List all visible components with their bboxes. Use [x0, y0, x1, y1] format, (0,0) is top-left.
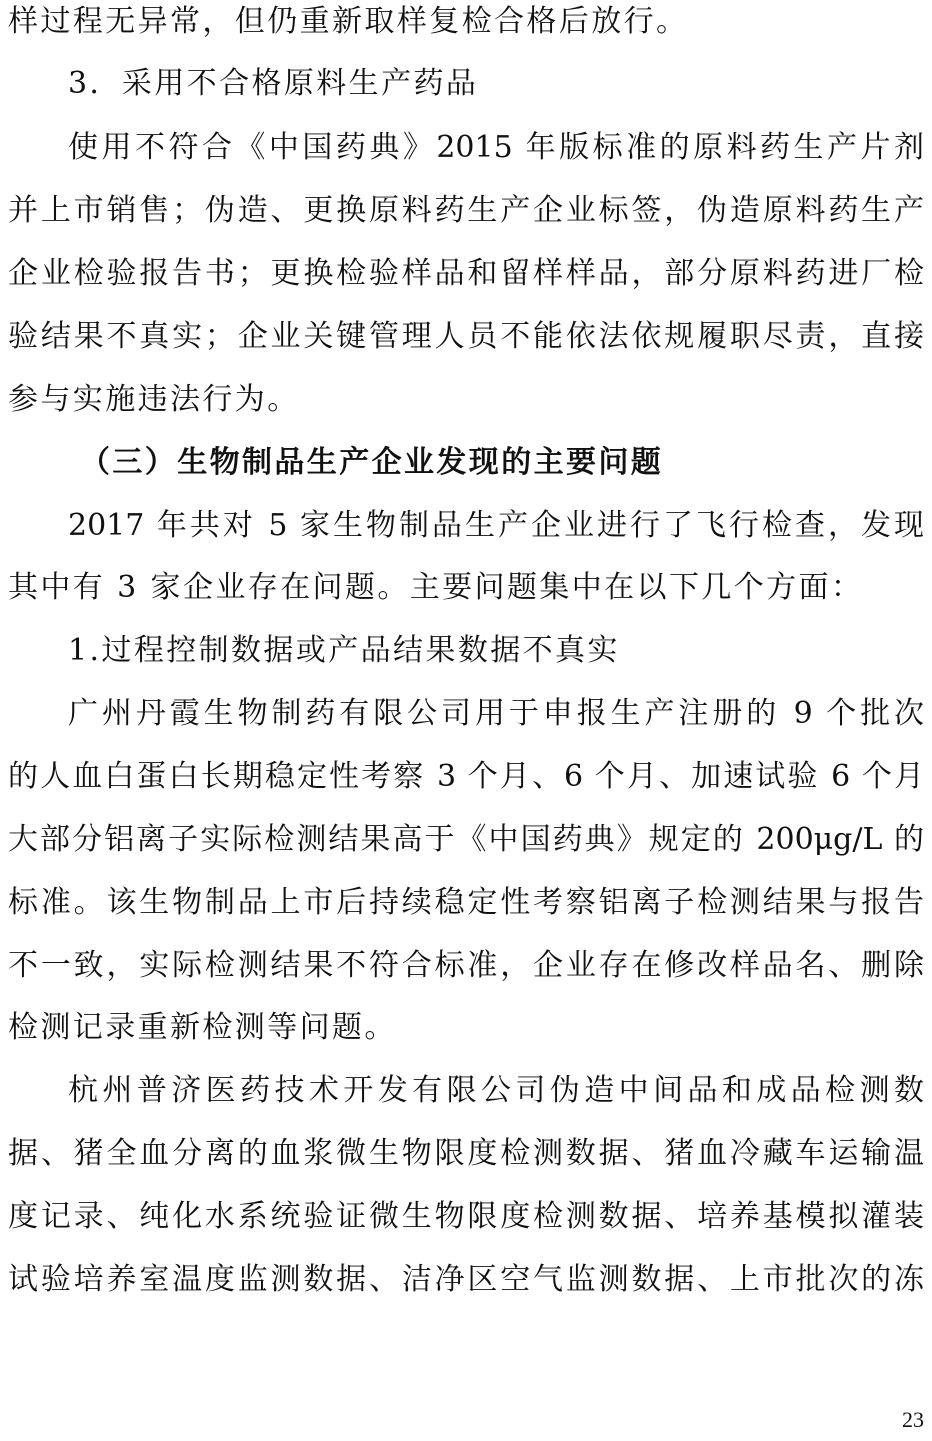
text-line: 杭州普济医药技术开发有限公司伪造中间品和成品检测数 [68, 1073, 924, 1108]
section-heading: （三）生物制品生产企业发现的主要问题 [80, 445, 664, 480]
text-line: 度记录、纯化水系统验证微生物限度检测数据、培养基模拟灌装 [8, 1199, 924, 1234]
text-line: 大部分铝离子实际检测结果高于《中国药典》规定的 200μg/L 的 [8, 822, 924, 857]
subheading: 1.过程控制数据或产品结果数据不真实 [68, 633, 620, 668]
text-line: 其中有 3 家企业存在问题。主要问题集中在以下几个方面： [8, 570, 864, 605]
text-line: 试验培养室温度监测数据、洁净区空气监测数据、上市批次的冻 [8, 1262, 924, 1297]
text-line: 验结果不真实；企业关键管理人员不能依法依规履职尽责，直接 [8, 319, 924, 354]
text-line: 使用不符合《中国药典》2015 年版标准的原料药生产片剂 [68, 130, 924, 165]
text-line: 2017 年共对 5 家生物制品生产企业进行了飞行检查，发现 [68, 508, 924, 543]
subheading: 3．采用不合格原料生产药品 [68, 66, 479, 101]
text-line: 企业检验报告书；更换检验样品和留样样品，部分原料药进厂检 [8, 256, 924, 291]
page-number: 23 [902, 1407, 924, 1432]
text-line: 样过程无异常，但仍重新取样复检合格后放行。 [8, 4, 689, 39]
text-line: 检测记录重新检测等问题。 [8, 1010, 397, 1045]
text-line: 并上市销售；伪造、更换原料药生产企业标签，伪造原料药生产 [8, 193, 924, 228]
text-line: 广州丹霞生物制药有限公司用于申报生产注册的 9 个批次 [68, 696, 924, 731]
text-line: 标准。该生物制品上市后持续稳定性考察铝离子检测结果与报告 [8, 885, 924, 920]
text-line: 不一致，实际检测结果不符合标准，企业存在修改样品名、删除 [8, 948, 924, 983]
text-line: 的人血白蛋白长期稳定性考察 3 个月、6 个月、加速试验 6 个月 [8, 759, 924, 794]
text-line: 据、猪全血分离的血浆微生物限度检测数据、猪血冷藏车运输温 [8, 1136, 924, 1171]
text-line: 参与实施违法行为。 [8, 382, 300, 417]
